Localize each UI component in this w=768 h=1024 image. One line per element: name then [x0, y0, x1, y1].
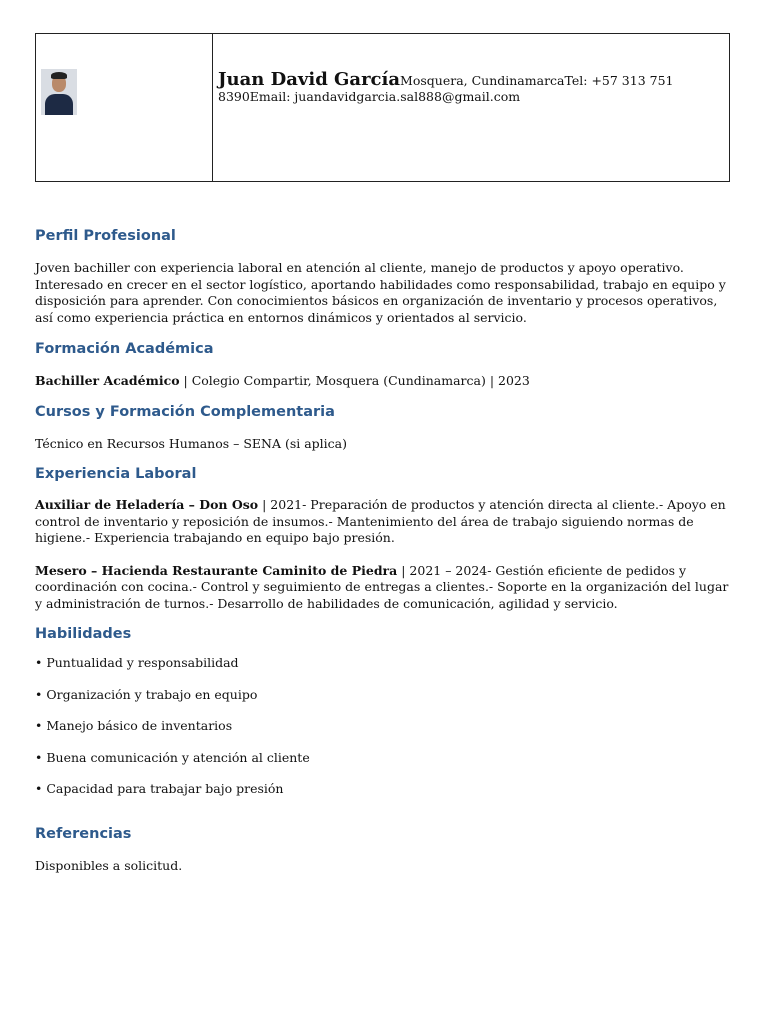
habilidades-heading: Habilidades — [35, 626, 132, 642]
section-formacion — [35, 341, 735, 390]
skill-item: • Buena comunicación y atención al cliente — [35, 749, 310, 765]
perfil-text: Joven bachiller con experiencia laboral en atención al cliente, manejo de productos y apoyo operativo. Interesado en crecer en el sector logístico, aportando habilidades como responsabilidad, trabajo en equipo y disposición para aprender. Con conocimientos básicos en organización de inventario y procesos operativos, así como experiencia práctica en entornos dinámicos y orientados al servicio. — [35, 260, 726, 325]
job-detail: | 2021- Preparación de productos y atención directa al cliente.- Apoyo en control de inventario y reposición de insumos.- Mantenimiento del área de trabajo siguiendo normas de higiene.- Experiencia trabajando en equipo bajo presión. — [35, 497, 726, 545]
referencias-text: Disponibles a solicitud. — [35, 857, 183, 873]
photo-hair — [51, 72, 67, 79]
section-experiencia — [35, 466, 735, 612]
section-perfil — [35, 228, 735, 326]
job-entry — [35, 497, 735, 547]
formacion-entry — [35, 373, 735, 390]
skill-item: • Puntualidad y responsabilidad — [35, 655, 239, 670]
job-entry — [35, 563, 735, 613]
skill-item: • Capacidad para trabajar bajo presión — [35, 781, 284, 796]
candidate-name: Juan David García — [218, 69, 401, 90]
section-cursos — [35, 404, 735, 453]
formacion-title: Bachiller Académico — [35, 373, 180, 388]
photo-torso — [45, 94, 73, 115]
job-title: Mesero – Hacienda Restaurante Caminito de Piedra — [35, 562, 398, 578]
job-title: Auxiliar de Heladería – Don Oso — [35, 497, 259, 512]
formacion-detail: | Colegio Compartir, Mosquera (Cundinamarca) | 2023 — [179, 373, 530, 388]
resume-content — [35, 228, 735, 874]
job-detail: | 2021 – 2024- Gestión eficiente de pedidos y coordinación con cocina.- Control y seguimiento de entregas a clientes.- Soporte en la organización del lugar y administración de turnos.- Desarrollo de habilidades de comunicación, agilidad y servicio. — [35, 562, 729, 611]
formacion-heading: Formación Académica — [35, 341, 214, 357]
experiencia-heading: Experiencia Laboral — [35, 466, 197, 482]
info-cell — [213, 34, 729, 181]
perfil-heading: Perfil Profesional — [35, 228, 176, 244]
skill-item: • Organización y trabajo en equipo — [35, 686, 258, 702]
photo-cell — [36, 34, 213, 181]
section-habilidades — [35, 626, 735, 798]
header-table — [35, 33, 730, 182]
section-referencias — [35, 826, 735, 875]
cursos-text: Técnico en Recursos Humanos – SENA (si aplica) — [35, 435, 348, 451]
skill-item: • Manejo básico de inventarios — [35, 718, 233, 733]
profile-photo — [41, 69, 77, 115]
cursos-heading: Cursos y Formación Complementaria — [35, 403, 335, 420]
referencias-heading: Referencias — [35, 825, 132, 842]
contact-info: Mosquera, CundinamarcaTel: +57 313 751 8390Email: juandavidgarcia.sal888@gmail.com — [218, 73, 674, 104]
